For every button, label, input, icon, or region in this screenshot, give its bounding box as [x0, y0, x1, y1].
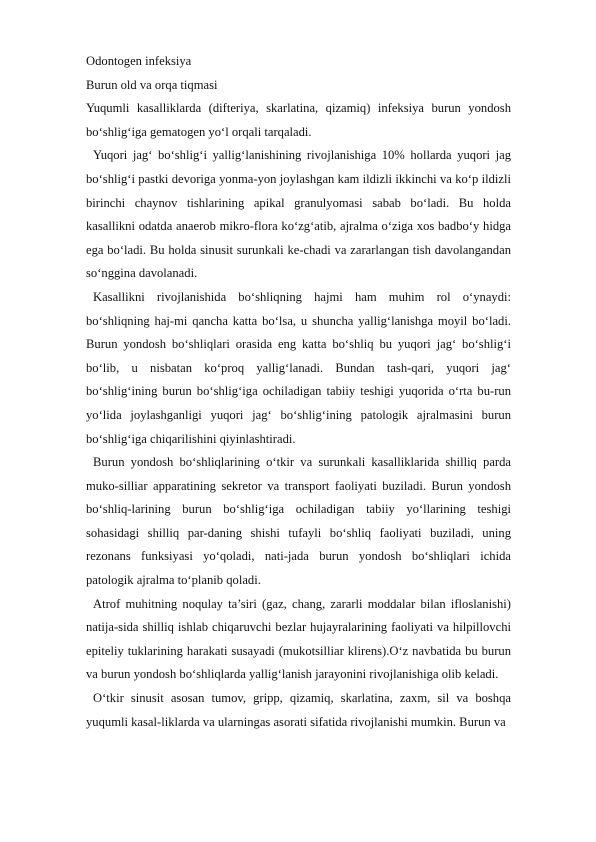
document-subheading: Burun old va orqa tiqmasi: [86, 77, 218, 92]
document-page: [86, 50, 511, 734]
paragraph: Yuqumli kasalliklarda (difteriya, skarlatina, qizamiq) infeksiya burun yondosh bo‘shlig‘iga gematogen yo‘l orqali tarqaladi.: [86, 101, 511, 139]
paragraph: Kasallikni rivojlanishida bo‘shliqning hajmi ham muhim rol o‘ynaydi: bo‘shliqning haj-mi qancha katta bo‘lsa, u shuncha yallig‘lanishga moyil bo‘ladi. Burun yondosh bo‘shliqlari orasida eng katta bo‘shliq bu yuqori jag‘ bo‘shlig‘i bo‘lib, u nisbatan ko‘proq yallig‘lanadi. Bundan tash-qari, yuqori jag‘ bo‘shlig‘ining burun bo‘shlig‘iga ochiladigan tabiiy teshigi yuqorida o‘rta bu-run yo‘lida joylashganligi yuqori jag‘ bo‘shlig‘ining patologik ajralmasini burun bo‘shlig‘iga chiqarilishini qiyinlashtiradi.: [86, 289, 511, 446]
paragraph: O‘tkir sinusit asosan tumov, gripp, qizamiq, skarlatina, zaxm, sil va boshqa yuqumli kasal-liklarda va ularningas asorati sifatida rivojlanishi mumkin. Burun va: [86, 691, 511, 729]
paragraph: Atrof muhitning noqulay ta’siri (gaz, chang, zararli moddalar bilan ifloslanishi) natija-sida shilliq ishlab chiqaruvchi bezlar hujayralarining faoliyati va hilpillovchi epiteliy tuklarining harakati susayadi (mukotsilliar klirens).O‘z navbatida bu burun va burun yondosh bo‘shliqlarda yallig‘lanish jarayonini rivojlanishiga olib keladi.: [86, 596, 511, 682]
paragraph: Yuqori jag‘ bo‘shlig‘i yallig‘lanishining rivojlanishiga 10% hollarda yuqori jag bo‘shlig‘i pastki devoriga yonma-yon joylashgan kam ildizli ikkinchi va ko‘p ildizli birinchi chaynov tishlarining apikal granulyomasi sabab bo‘ladi. Bu holda kasallikni odatda anaerob mikro-flora ko‘zg‘atib, ajralma o‘ziga xos badbo‘y hidga ega bo‘ladi. Bu holda sinusit surunkali ke-chadi va zararlangan tish davolangandan so‘nggina davolanadi.: [86, 148, 511, 281]
document-heading: Odontogen infeksiya: [86, 54, 192, 68]
paragraph: Burun yondosh bo‘shliqlarining o‘tkir va surunkali kasalliklarida shilliq parda muko-silliar apparatining sekretor va transport faoliyati buziladi. Burun yondosh bo‘shliq-larining burun bo‘shlig‘iga ochiladigan tabiiy yo‘llarining teshigi sohasidagi shilliq par-daning shishi tufayli bo‘shliq faoliyati buziladi, uning rezonans funksiyasi yo‘qoladi, nati-jada burun yondosh bo‘shliqlari ichida patologik ajralma to‘planib qoladi.: [86, 455, 511, 588]
